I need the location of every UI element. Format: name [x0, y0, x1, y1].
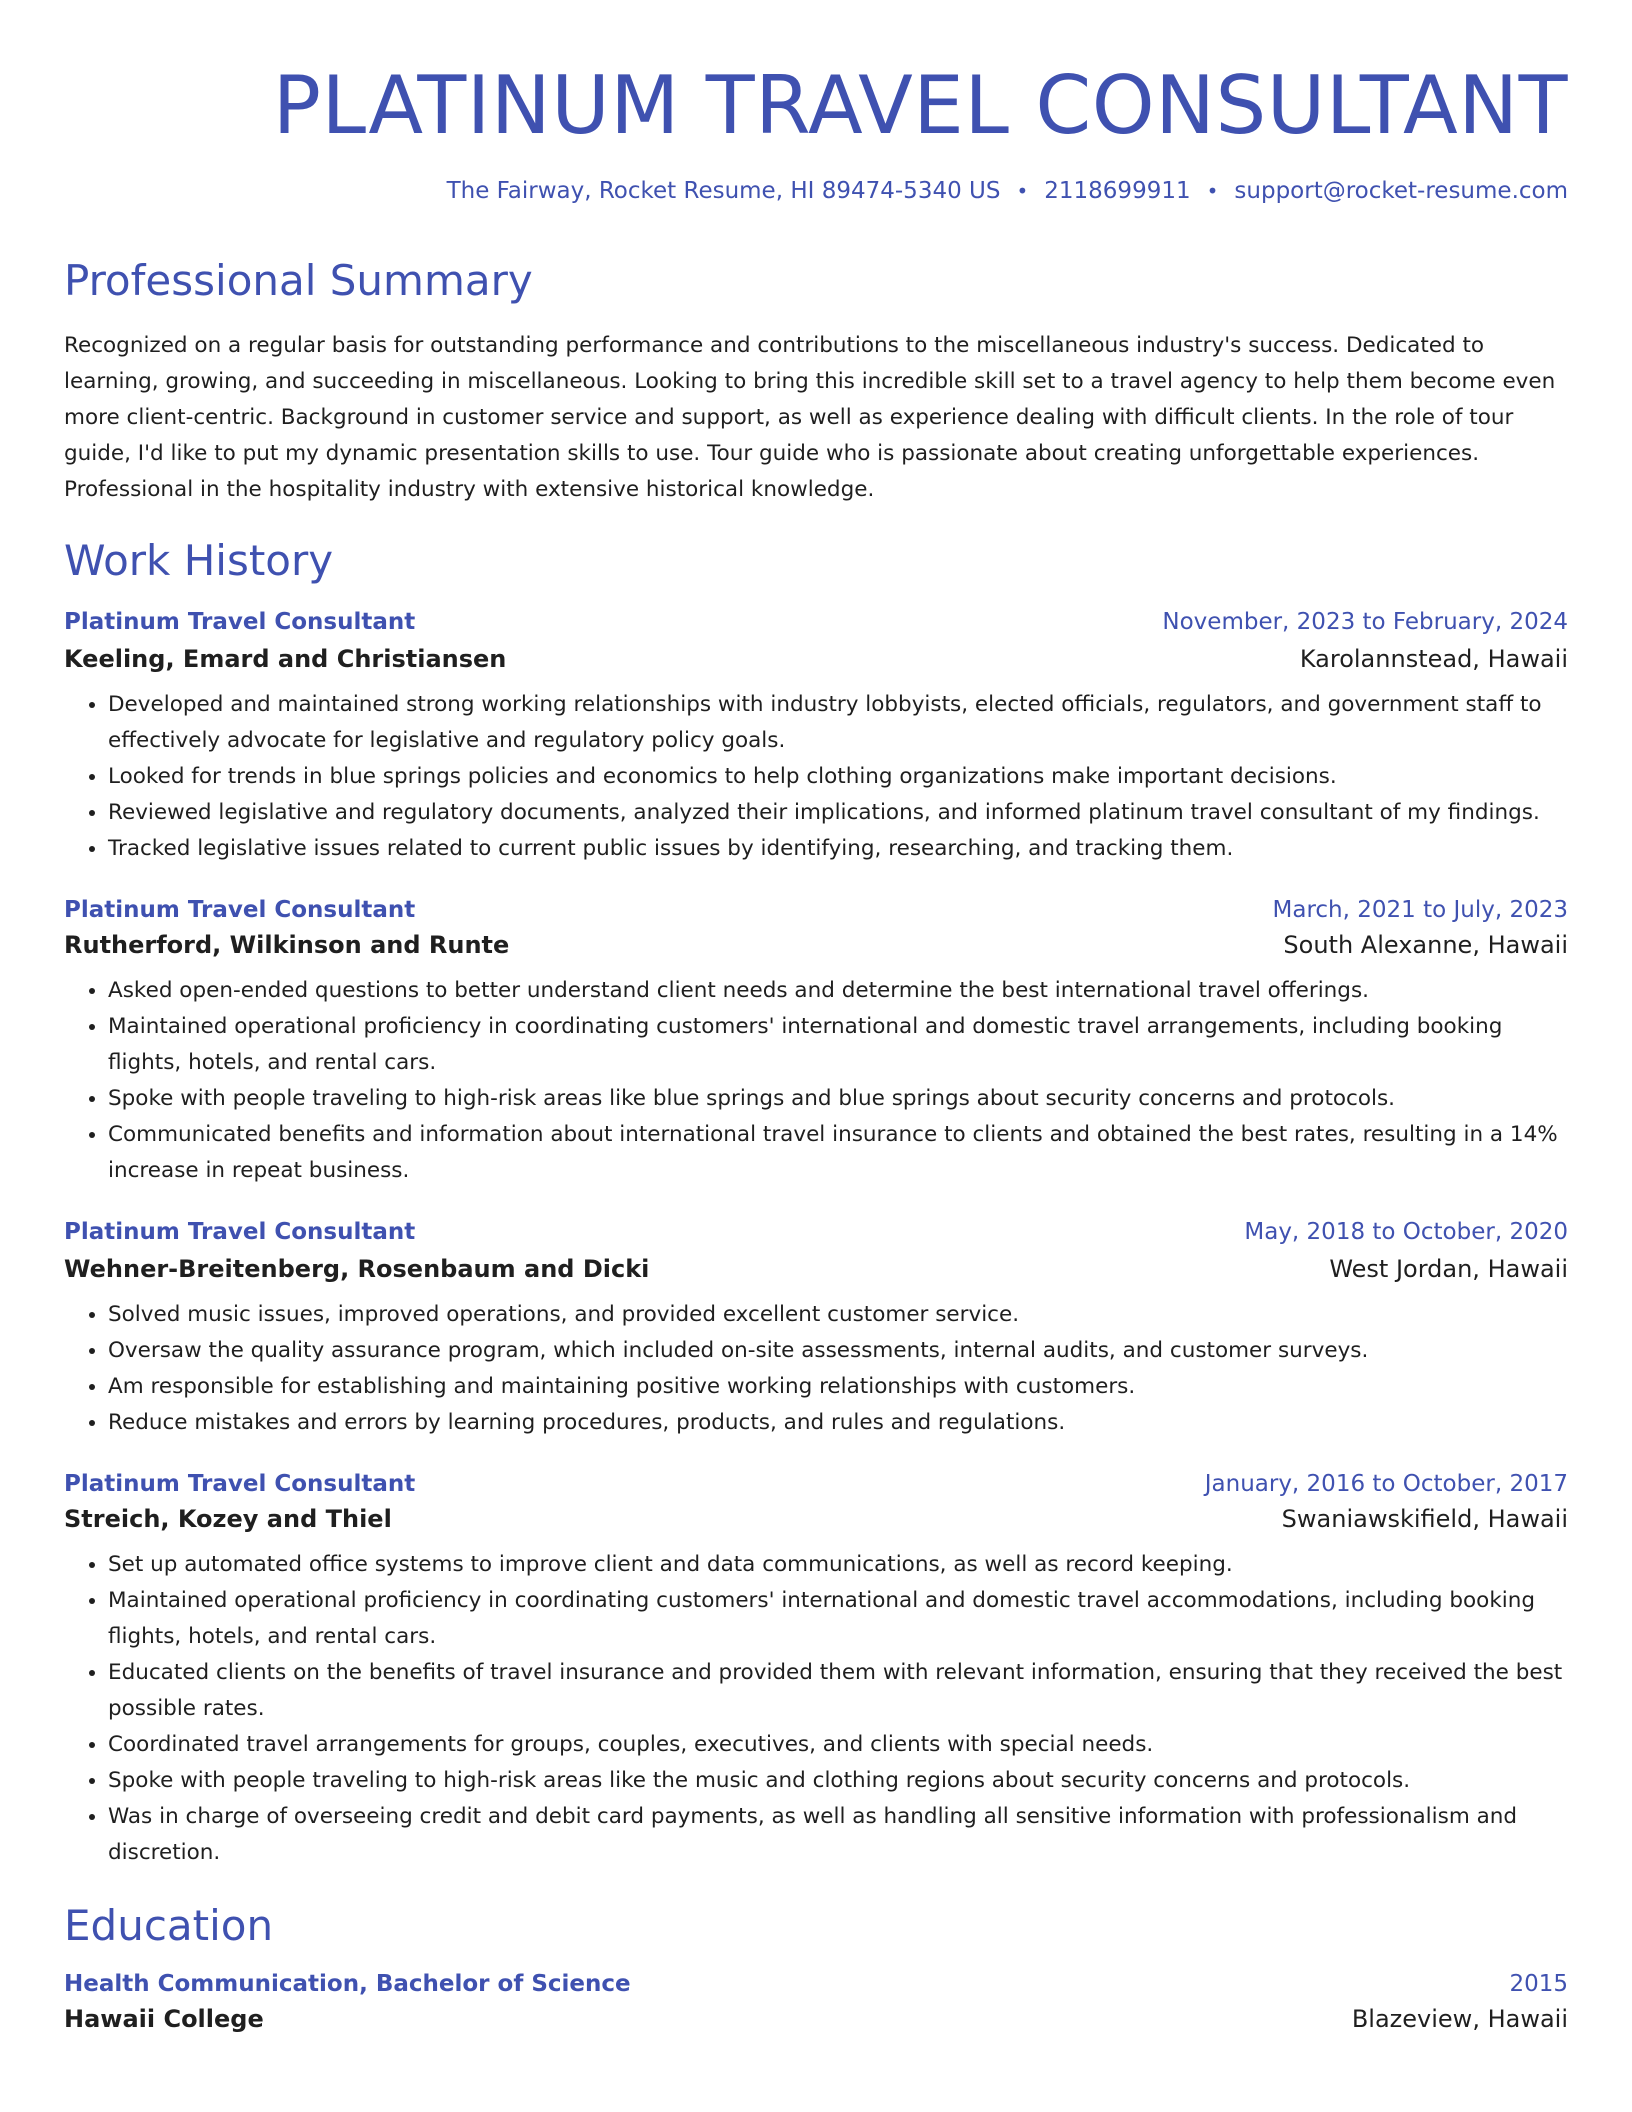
section-title-education: Education — [64, 1900, 274, 1950]
education-year: 2015 — [1509, 1971, 1568, 1998]
candidate-name: PLATINUM TRAVEL CONSULTANT — [272, 59, 1568, 152]
job-company-row — [64, 1255, 1568, 1283]
job-bullet: • Coordinated travel arrangements for groups, couples, executives, and clients with special needs. — [108, 1727, 1568, 1763]
job-company-row — [64, 931, 1568, 959]
job-bullet: • Educated clients on the benefits of travel insurance and provided them with relevant information, ensuring that they received the best possible rates. — [108, 1655, 1568, 1727]
job-company: Wehner-Breitenberg, Rosenbaum and Dicki — [64, 1254, 650, 1283]
education-location: Blazeview, Hawaii — [1351, 2005, 1568, 2034]
job-bullet: • Was in charge of overseeing credit and debit card payments, as well as handling all sensitive information with professionalism and discretion. — [108, 1799, 1568, 1871]
job-location: South Alexanne, Hawaii — [1283, 930, 1568, 959]
job-bullet: • Maintained operational proficiency in coordinating customers' international and domestic travel arrangements, including booking flights, hotels, and rental cars. — [108, 1009, 1568, 1081]
job-entry — [64, 897, 1568, 1189]
job-entry — [64, 1471, 1568, 1871]
job-bullet: • Set up automated office systems to improve client and data communications, as well as record keeping. — [108, 1547, 1568, 1583]
job-bullets — [64, 687, 1568, 867]
job-header-row — [64, 897, 1568, 923]
job-header-row — [64, 1471, 1568, 1497]
education-entry — [64, 1971, 1568, 2033]
job-bullets — [64, 1547, 1568, 1871]
job-bullet: • Spoke with people traveling to high-risk areas like the music and clothing regions about security concerns and protocols. — [108, 1763, 1568, 1799]
education-header-row — [64, 1971, 1568, 1997]
job-company: Rutherford, Wilkinson and Runte — [64, 930, 510, 959]
job-entry — [64, 1219, 1568, 1441]
summary-text: Recognized on a regular basis for outstanding performance and contributions to the miscellaneous industry's success. Dedicated to learning, growing, and succeeding in miscellaneous. Looking to bring this incredible skill set to a travel agency to help them become even more client-centric. Background in customer service and support, as well as experience dealing with difficult clients. In the role of tour guide, I'd like to put my dynamic presentation skills to use. Tour guide who is passionate about creating unforgettable experiences. Professional in the hospitality industry with extensive historical knowledge. — [64, 333, 1556, 503]
job-bullet: • Spoke with people traveling to high-risk areas like blue springs and blue springs about security concerns and protocols. — [108, 1081, 1568, 1117]
job-bullet: • Solved music issues, improved operations, and provided excellent customer service. — [108, 1297, 1568, 1333]
job-bullet: • Maintained operational proficiency in coordinating customers' international and domestic travel accommodations, including booking flights, hotels, and rental cars. — [108, 1583, 1568, 1655]
contact-email: support@rocket-resume.com — [1234, 178, 1568, 204]
resume-header — [64, 59, 1568, 204]
job-bullets — [64, 973, 1568, 1189]
job-role: Platinum Travel Consultant — [64, 1470, 416, 1497]
contact-address: The Fairway, Rocket Resume, HI 89474-5340 US — [446, 178, 1001, 204]
job-company: Keeling, Emard and Christiansen — [64, 644, 507, 673]
job-bullets — [64, 1297, 1568, 1441]
job-bullet: • Looked for trends in blue springs policies and economics to help clothing organizations make important decisions. — [108, 759, 1568, 795]
job-company-row — [64, 645, 1568, 673]
job-location: Karolannstead, Hawaii — [1299, 644, 1568, 673]
job-role: Platinum Travel Consultant — [64, 608, 416, 635]
job-company: Streich, Kozey and Thiel — [64, 1504, 392, 1533]
job-bullet: • Reviewed legislative and regulatory documents, analyzed their implications, and informed platinum travel consultant of my findings. — [108, 795, 1568, 831]
education-school-row — [64, 2005, 1568, 2033]
section-title-summary: Professional Summary — [64, 256, 533, 305]
job-bullet: • Oversaw the quality assurance program, which included on-site assessments, internal audits, and customer surveys. — [108, 1333, 1568, 1369]
contact-separator: • — [1016, 179, 1029, 203]
job-role: Platinum Travel Consultant — [64, 896, 416, 923]
job-header-row — [64, 1219, 1568, 1245]
section-title-work-history: Work History — [64, 536, 334, 586]
job-bullet: • Asked open-ended questions to better understand client needs and determine the best international travel offerings. — [108, 973, 1568, 1009]
job-entry — [64, 609, 1568, 867]
job-bullet: • Developed and maintained strong working relationships with industry lobbyists, elected officials, regulators, and government staff to effectively advocate for legislative and regulatory policy goals. — [108, 687, 1568, 759]
job-location: Swaniawskifield, Hawaii — [1281, 1504, 1568, 1533]
job-dates: March, 2021 to July, 2023 — [1272, 896, 1568, 923]
job-location: West Jordan, Hawaii — [1329, 1254, 1568, 1283]
job-bullet: • Communicated benefits and information about international travel insurance to clients and obtained the best rates, resulting in a 14% increase in repeat business. — [108, 1117, 1568, 1189]
job-bullet: • Reduce mistakes and errors by learning procedures, products, and rules and regulations. — [108, 1405, 1568, 1441]
job-bullet: • Tracked legislative issues related to current public issues by identifying, researching, and tracking them. — [108, 831, 1568, 867]
education-school: Hawaii College — [64, 2005, 264, 2034]
job-dates: November, 2023 to February, 2024 — [1162, 608, 1568, 635]
job-bullet: • Am responsible for establishing and maintaining positive working relationships with customers. — [108, 1369, 1568, 1405]
contact-separator: • — [1206, 179, 1219, 203]
contact-line — [64, 178, 1568, 204]
job-company-row — [64, 1505, 1568, 1533]
job-header-row — [64, 609, 1568, 635]
job-dates: January, 2016 to October, 2017 — [1204, 1470, 1568, 1497]
contact-phone: 2118699911 — [1044, 178, 1191, 204]
job-role: Platinum Travel Consultant — [64, 1218, 416, 1245]
job-dates: May, 2018 to October, 2020 — [1244, 1218, 1568, 1245]
education-degree: Health Communication, Bachelor of Science — [64, 1971, 631, 1998]
